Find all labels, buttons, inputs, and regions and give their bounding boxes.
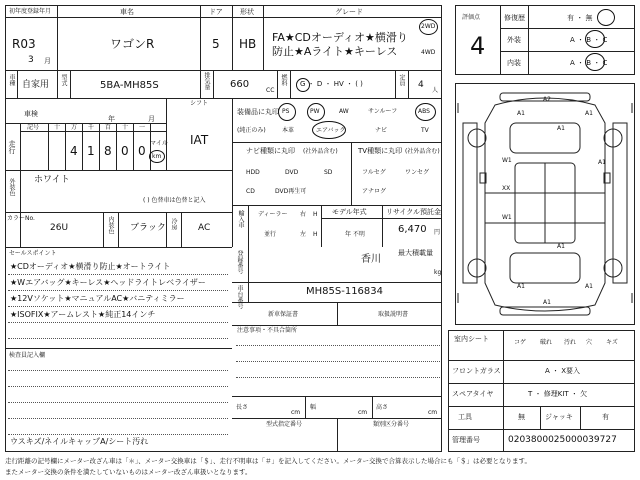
dotted-line xyxy=(8,370,228,371)
model-year-value: 年 不明 xyxy=(345,231,365,238)
navi-dvd-play: DVD再生可 xyxy=(275,188,307,195)
seat-opt: キズ xyxy=(606,339,618,346)
car-name-label: 車名 xyxy=(120,8,134,16)
reg-year: R03 xyxy=(12,37,36,51)
divider xyxy=(200,70,201,98)
digit-header-0: 記号 xyxy=(27,124,40,131)
divider xyxy=(232,98,233,247)
divider xyxy=(248,247,249,302)
car-name: ワゴンR xyxy=(110,37,155,51)
import-right: 右 xyxy=(300,211,307,218)
int-grade-label: 内装 xyxy=(507,59,521,67)
header-divider xyxy=(5,17,442,18)
divider xyxy=(17,70,18,98)
damage-code: A1 xyxy=(585,110,593,117)
equipment-sub: (純正のみ) xyxy=(237,127,266,134)
length-unit: cm xyxy=(291,409,301,416)
divider xyxy=(263,5,264,70)
divider xyxy=(351,142,352,205)
damage-code: A1 xyxy=(598,159,606,166)
divider xyxy=(448,383,635,384)
model-label: 型式 xyxy=(60,74,67,86)
divider xyxy=(305,396,306,418)
sales-points-label: セールスポイント xyxy=(9,250,57,257)
inspection-label: 車検 xyxy=(24,110,38,118)
spare-label: スペアタイヤ xyxy=(452,390,494,398)
damage-code: A1 xyxy=(585,283,593,290)
glass-label: フロントガラス xyxy=(452,367,501,375)
width-label: 幅 xyxy=(310,404,317,411)
divider xyxy=(232,205,442,206)
repair-none-circle xyxy=(597,9,615,26)
grade-line1: FA★CDオーディオ★横滑り xyxy=(272,31,408,44)
equip-navi: ナビ xyxy=(375,127,388,134)
chassis-label: 車台番号 xyxy=(236,285,243,309)
km-unit: km xyxy=(152,153,162,160)
divider xyxy=(448,360,635,361)
divider xyxy=(200,5,201,70)
grade-label: グレード xyxy=(335,8,363,16)
height-unit: cm xyxy=(428,409,438,416)
equip-aw: AW xyxy=(339,108,349,115)
import-label: 輸入車 xyxy=(237,210,244,228)
damage-code: A1 xyxy=(557,125,565,132)
class-no-label: 類別区分番号 xyxy=(373,421,410,428)
model-value: 5BA-MH85S xyxy=(100,80,159,91)
seat-opt: 汚れ xyxy=(564,339,577,346)
dotted-line xyxy=(8,322,228,323)
load-label: 最大積載量 xyxy=(398,249,433,257)
divider xyxy=(321,218,442,219)
mileage-digit: 1 xyxy=(87,144,95,158)
equip-airbag: エアバック xyxy=(316,127,346,134)
divider xyxy=(118,212,119,247)
divider xyxy=(166,212,167,247)
divider xyxy=(5,98,442,99)
divider xyxy=(232,325,442,326)
equip-ps: PS xyxy=(282,108,290,115)
digit-header-3: 千 xyxy=(88,124,95,131)
cc-unit: CC xyxy=(266,87,275,94)
divider xyxy=(166,98,167,170)
ac-value: AC xyxy=(198,223,211,233)
divider xyxy=(337,302,338,325)
damage-code: A1 xyxy=(557,243,565,250)
capacity-label: 定員 xyxy=(398,74,405,86)
divider xyxy=(5,348,232,349)
divider xyxy=(70,70,71,98)
capacity-value: 4 xyxy=(418,80,424,90)
repair-label: 修復歴 xyxy=(504,14,525,22)
sales-point-line: ★Wエアバッグ★キーレス★ヘッドライトレベライザー xyxy=(10,278,206,287)
inspector-label: 検査員記入欄 xyxy=(9,352,46,359)
inspection-year: 年 xyxy=(108,115,115,123)
dotted-line xyxy=(8,386,228,387)
digit-header-5: 十 xyxy=(122,124,129,131)
caution-label: 注意事項・不具合箇所 xyxy=(237,327,298,334)
mileage-digit: 8 xyxy=(104,144,112,158)
fuel-label: 燃料 xyxy=(280,74,287,86)
seat-label: 室内シート xyxy=(454,335,489,343)
dotted-line xyxy=(236,361,440,362)
drive-2wd: 2WD xyxy=(421,23,436,30)
equip-tv: TV xyxy=(421,127,429,134)
divider xyxy=(500,51,635,52)
divider xyxy=(232,282,442,283)
damage-code: A1 xyxy=(517,283,525,290)
use-value: 自家用 xyxy=(22,80,50,90)
int-grade-b-circle xyxy=(585,53,605,71)
fuel-options: G ・ D ・ HV ・ ( ) xyxy=(300,80,363,88)
import-h: H xyxy=(313,211,318,218)
int-color-value: ブラック xyxy=(130,223,166,233)
divider xyxy=(5,247,232,248)
reg-place-label: 登録番号 xyxy=(236,250,243,274)
mgmt-value: 0203800025000039727 xyxy=(508,435,617,445)
int-grade-options: A ・ B ・ C xyxy=(570,59,608,67)
tv-fullseg: フルセグ xyxy=(362,169,386,176)
divider xyxy=(232,142,442,143)
height-label: 高さ xyxy=(376,404,389,411)
dotted-line xyxy=(236,345,440,346)
score-label: 評価点 xyxy=(462,14,481,21)
import-h2: H xyxy=(313,231,318,238)
dotted-line xyxy=(8,434,228,435)
divider xyxy=(503,330,504,452)
divider xyxy=(337,418,338,452)
divider xyxy=(382,205,383,247)
divider xyxy=(99,123,100,170)
sales-point-line: ★12Vソケット★マニュアルAC★バニティミラー xyxy=(10,294,185,303)
recycle-label: リサイクル預託金 xyxy=(386,208,442,216)
dotted-line xyxy=(8,402,228,403)
divider xyxy=(213,70,214,98)
divider xyxy=(20,131,166,132)
divider xyxy=(540,406,541,429)
navi-hdd: HDD xyxy=(246,169,260,176)
divider xyxy=(395,70,396,98)
equipment-label: 装備品に丸印 xyxy=(237,108,279,116)
navi-dvd: DVD xyxy=(285,169,299,176)
divider xyxy=(57,70,58,98)
inspection-month: 月 xyxy=(148,115,155,123)
dotted-line xyxy=(8,290,228,291)
divider xyxy=(57,5,58,70)
digit-header-1: 十 xyxy=(54,124,61,131)
shape-label: 形状 xyxy=(240,8,254,16)
score-value: 4 xyxy=(470,32,486,60)
navi-sd: SD xyxy=(324,169,333,176)
damage-code: A1 xyxy=(517,110,525,117)
drive-4wd: 4WD xyxy=(421,49,436,56)
color-code-value: 26U xyxy=(50,223,69,233)
inspector-note: ウスキズ/ネイルキャップA/シート汚れ xyxy=(10,437,149,446)
shift-value: IAT xyxy=(190,133,209,147)
divider xyxy=(290,70,291,98)
equip-sunroof: サンルーフ xyxy=(368,108,398,115)
digit-header-6: 一 xyxy=(139,124,146,131)
capacity-unit: 人 xyxy=(432,87,439,94)
type-no-label: 型式指定番号 xyxy=(266,421,303,428)
divider xyxy=(500,28,635,29)
doors-value: 5 xyxy=(212,37,220,51)
repair-options: 有 ・ 無 xyxy=(567,14,593,22)
navi-sub: (社外品含む) xyxy=(303,148,338,155)
tv-analog: アナログ xyxy=(362,188,387,195)
divider xyxy=(82,123,83,170)
sales-point-line: ★ISOFIX★アームレスト★純正14インチ xyxy=(10,310,156,319)
divider xyxy=(5,170,232,171)
grade-line2: 防止★Aライト★キーレス xyxy=(272,45,398,58)
divider xyxy=(232,5,233,70)
divider xyxy=(372,396,373,418)
divider xyxy=(20,123,21,170)
disp-label: 排気量 xyxy=(203,72,210,90)
doors-label: ドア xyxy=(209,8,223,16)
tv-sub: (社外品含む) xyxy=(405,148,440,155)
divider xyxy=(48,123,49,170)
tools-value: 無 xyxy=(518,413,525,421)
divider xyxy=(528,5,529,75)
length-label: 長さ xyxy=(236,404,249,411)
manual-label: 取扱説明書 xyxy=(378,311,409,318)
jack-value: 有 xyxy=(602,413,609,421)
shift-label: シフト xyxy=(190,100,209,107)
dotted-line xyxy=(236,377,440,378)
first-reg-label: 初年度登録年月 xyxy=(9,8,52,15)
equip-leather: 本革 xyxy=(282,127,295,134)
int-color-label: 内装色 xyxy=(107,216,114,234)
tools-label: 工具 xyxy=(458,413,472,421)
seat-opt: 穴 xyxy=(586,339,593,346)
ext-color-value: ホワイト xyxy=(34,175,70,185)
warranty-label: 新車保証書 xyxy=(268,311,299,318)
seat-opt: コゲ xyxy=(514,339,527,346)
recycle-value: 6,470 xyxy=(398,224,427,235)
recycle-unit: 円 xyxy=(434,229,441,236)
ac-label: 冷房 xyxy=(170,218,177,230)
mileage-label: 走行 xyxy=(8,140,16,154)
reg-month-suffix: 月 xyxy=(44,57,51,65)
dotted-line xyxy=(8,306,228,307)
digit-header-4: 百 xyxy=(105,124,112,131)
divider xyxy=(232,396,442,397)
divider xyxy=(20,170,21,247)
ext-color-label: 外装色 xyxy=(8,178,15,196)
glass-value: A ・ X要入 xyxy=(545,367,581,375)
jack-label: ジャッキ xyxy=(545,413,573,421)
ext-grade-options: A ・ B ・ C xyxy=(570,36,608,44)
import-parallel: 並行 xyxy=(264,231,277,238)
shape-value: HB xyxy=(239,37,257,51)
damage-code: XX xyxy=(502,185,511,192)
divider xyxy=(65,123,66,170)
divider xyxy=(277,70,278,98)
ext-grade-b-circle xyxy=(585,30,605,48)
spare-value: T ・ 修理KIT ・ 欠 xyxy=(528,390,588,398)
chassis-value: MH85S-116834 xyxy=(306,286,384,297)
damage-code: A2 xyxy=(543,96,551,103)
tv-oneseg: ワンセグ xyxy=(405,169,430,176)
divider xyxy=(408,70,409,98)
color-note: ( ) 色替車は色替と記入 xyxy=(143,197,206,204)
reg-place-value: 香川 xyxy=(361,254,381,265)
damage-code: W1 xyxy=(502,157,512,164)
damage-code: W1 xyxy=(502,214,512,221)
mileage-digit: 4 xyxy=(70,144,78,158)
import-dealer: ディーラー xyxy=(258,211,288,218)
sales-point-line: ★CDオーディオ★横滑り防止★オートライト xyxy=(10,262,171,271)
color-code-label: カラーNo. xyxy=(7,215,35,222)
divider xyxy=(248,205,249,247)
damage-code: A1 xyxy=(543,299,551,306)
divider xyxy=(116,123,117,170)
tv-label: TV種類に丸印 xyxy=(358,147,403,155)
divider xyxy=(181,212,182,247)
width-unit: cm xyxy=(358,409,368,416)
navi-cd: CD xyxy=(246,188,255,195)
navi-label: ナビ種類に丸印 xyxy=(246,147,295,155)
footer-line1: 走行距離の記号欄にメーター改ざん車は「＊」、メーター交換車は「＄」、走行不明車は「＃」を記入してください。メーター交換で合算表示した場合にも「＄」は必要となります。 xyxy=(5,457,531,465)
divider xyxy=(448,429,635,430)
load-unit: kg xyxy=(434,269,442,276)
equip-pw: PW xyxy=(310,108,320,115)
displacement-value: 660 xyxy=(230,79,250,90)
divider xyxy=(500,5,501,75)
dotted-line xyxy=(8,274,228,275)
divider xyxy=(448,406,635,407)
kind-label: 車種 xyxy=(8,74,15,86)
mileage-digit: 0 xyxy=(121,144,129,158)
dotted-line xyxy=(8,418,228,419)
divider xyxy=(103,212,104,247)
mile-unit: マイル xyxy=(150,140,168,147)
mgmt-label: 管理番号 xyxy=(452,436,480,444)
dotted-line xyxy=(8,338,228,339)
model-year-label: モデル年式 xyxy=(332,208,367,216)
equip-abs: ABS xyxy=(418,108,430,115)
reg-month: 3 xyxy=(28,55,34,65)
mileage-digit: 0 xyxy=(138,144,146,158)
divider xyxy=(321,205,322,247)
import-left: 左 xyxy=(300,231,307,238)
divider xyxy=(580,406,581,429)
footer-line2: またメーター交換の条件を満たしていないものはメーター改ざん車扱いとなります。 xyxy=(5,468,252,476)
digit-header-2: 万 xyxy=(71,124,78,131)
car-damage-diagram xyxy=(455,83,635,325)
ext-grade-label: 外装 xyxy=(507,36,521,44)
divider xyxy=(133,123,134,170)
seat-opt: 破れ xyxy=(540,339,553,346)
